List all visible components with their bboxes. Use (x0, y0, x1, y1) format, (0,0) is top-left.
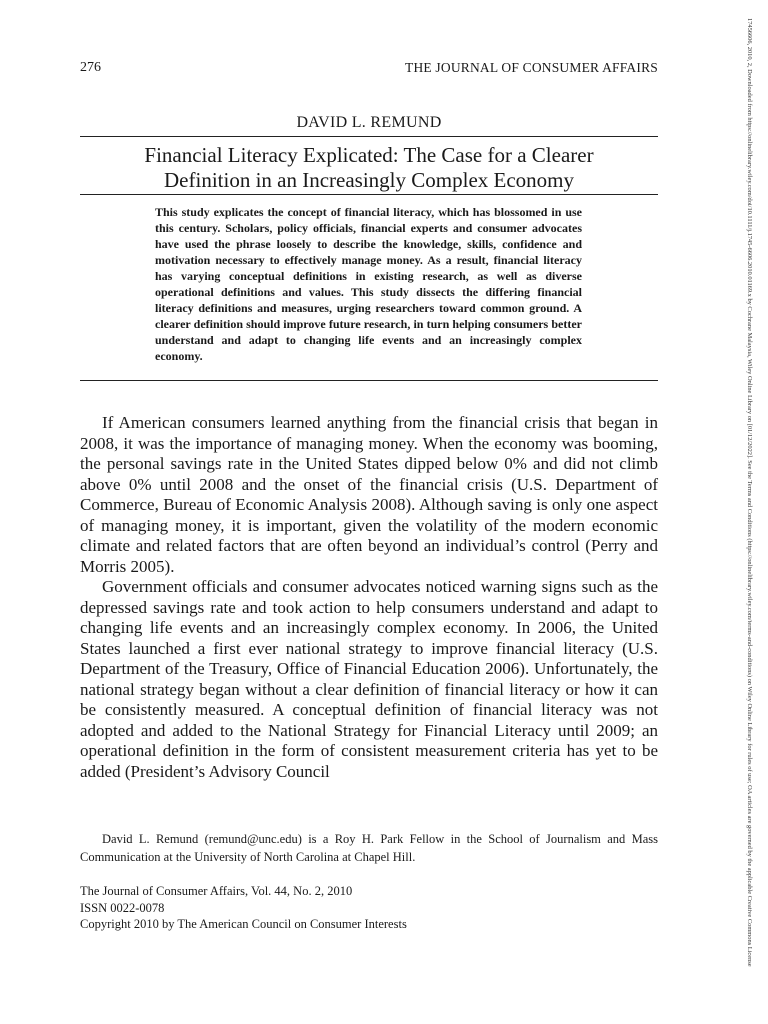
title-line: Definition in an Increasingly Complex Economy (164, 167, 574, 192)
abstract: This study explicates the concept of financial literacy, which has blossomed in use this century. Scholars, policy officials, financial experts and consumer advocates have used the phrase loosely to describe the knowledge, skills, confidence and motivation necessary to effectively manage money. As a result, financial literacy has varying conceptual definitions in existing research, as well as diverse operational definitions and values. This study dissects the differing financial literacy definitions and measures, urging researchers toward common ground. A clearer definition should improve future research, in turn helping consumers better understand and adapt to changing life events and an increasingly complex economy. (155, 205, 582, 363)
article-author: DAVID L. REMUND (296, 114, 442, 131)
journal-name: THE JOURNAL OF CONSUMER AFFAIRS (405, 60, 658, 75)
imprint-citation: The Journal of Consumer Affairs, Vol. 44, No. 2, 2010 (80, 884, 353, 898)
imprint-issn: ISSN 0022-0078 (80, 900, 165, 915)
title-line: Financial Literacy Explicated: The Case for a Clearer (144, 143, 594, 167)
imprint-copyright: Copyright 2010 by The American Council on Consumer Interests (80, 917, 407, 931)
margin-note-text: 17456606, 2010, 2, Downloaded from https://onlinelibrary.wiley.com/doi/10.1111/j.1745-6606.2010.01169.x by Cochrane Malaysia, Wiley Online Library on [01/12/2022]. See the Terms and Conditions (https://onlinelibrary.wiley.com/terms-and-conditions) on Wiley Online Library for rules of use; OA articles are governed by the applicable Creative Commons License (746, 18, 753, 967)
title-top-rule (80, 136, 658, 137)
abstract-bottom-rule (80, 380, 658, 381)
body-paragraph: Government officials and consumer advocates noticed warning signs such as the depressed savings rate and took action to help consumers understand and adapt to changing life events and an increasingly complex economy. In 2006, the United States launched a first ever national strategy to improve financial literacy (U.S. Department of the Treasury, Office of Financial Education 2006). Unfortunately, the national strategy began without a clear definition of financial literacy or how it can be consistently measured. A conceptual definition of financial literacy was not adopted and added to the National Strategy for Financial Literacy until 2009; an operational definition in the form of consistent measurement criteria has yet to be added (President’s Advisory Council (80, 577, 658, 781)
title-bottom-rule (80, 194, 658, 195)
journal-imprint (80, 883, 658, 933)
article-title (80, 143, 658, 192)
page-number: 276 (80, 60, 101, 75)
body-paragraph: If American consumers learned anything from the financial crisis that began in 2008, it was the importance of managing money. When the economy was booming, the personal savings rate in the United States dipped below 0% and did not climb above 0% until 2008 and the onset of the financial crisis (U.S. Department of Commerce, Bureau of Economic Analysis 2008). Although saving is only one aspect of managing money, it is important, given the volatility of the modern economic climate and related factors that are often beyond an individual’s control (Perry and Morris 2005). (80, 413, 658, 576)
author-footnote: David L. Remund (remund@unc.edu) is a Roy H. Park Fellow in the School of Journalism and Mass Communication at the University of North Carolina at Chapel Hill. (80, 832, 658, 864)
body-text (80, 413, 658, 782)
running-head (80, 60, 658, 80)
download-margin-note (739, 18, 757, 1010)
